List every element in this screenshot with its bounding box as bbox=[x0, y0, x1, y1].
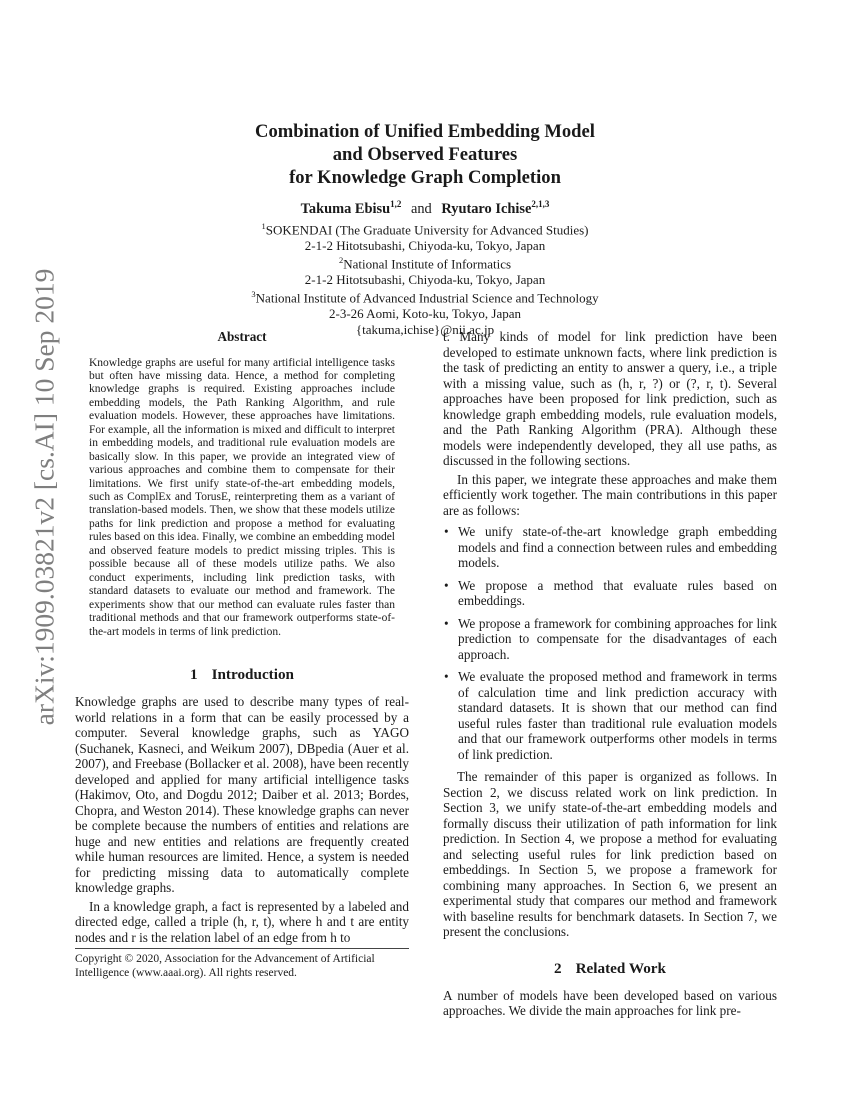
author-list bbox=[0, 196, 850, 218]
abstract-text: Knowledge graphs are useful for many artificial intelligence tasks but often have missing data. Hence, a method for completing knowledge graphs is required. Existing approaches include embedding models, the Path Ranking Algorithm, and rule evaluation models. However, these approaches have limitations. For example, all the information is mixed and difficult to interpret in embedding models, and traditional rule evaluation models are basically slow. In this paper, we provide an integrated view of various approaches and combine them to compensate for their limitations. We first unify state-of-the-art embedding models, such as ComplEx and TorusE, reinterpreting them as a variant of translation-based models. Then, we show that these models utilize paths for link prediction and propose a method for evaluating rules based on this idea. Finally, we combine an embedding model and observed feature models to predict missing triples. This is possible because all of these models utilize paths. We also conduct experiments, including link prediction tasks, with standard datasets to evaluate our method and framework. The experiments show that our method can evaluate rules faster than traditional methods and that our framework outperforms state-of-the-art models in terms of link prediction. bbox=[89, 356, 395, 638]
abstract-heading: Abstract bbox=[217, 329, 267, 344]
left-column bbox=[75, 329, 409, 945]
copyright-notice: Copyright © 2020, Association for the Advancement of Artificial Intelligence (www.aaai.org). All rights reserved. bbox=[75, 948, 409, 980]
affiliation-line: 2-1-2 Hitotsubashi, Chiyoda-ku, Tokyo, Japan bbox=[304, 271, 546, 287]
paper-title bbox=[0, 120, 850, 189]
contribution-list bbox=[443, 524, 777, 762]
affiliation-line: 2-3-26 Aomi, Koto-ku, Tokyo, Japan bbox=[328, 306, 522, 322]
affiliation-line: $^2$National Institute of Informatics bbox=[338, 255, 512, 272]
right-column bbox=[443, 329, 777, 1019]
section-number: 1 bbox=[189, 666, 198, 684]
title-line: Combination of Unified Embedding Model bbox=[255, 121, 595, 142]
title-line: for Knowledge Graph Completion bbox=[289, 167, 561, 188]
affiliation-email: {takuma,ichise}@nii.ac.jp bbox=[355, 321, 495, 337]
affiliation-line: $^3$National Institute of Advanced Industrial Science and Technology bbox=[251, 289, 599, 306]
paragraph: A number of models have been developed based on various approaches. We divide the main approaches for link pre- bbox=[443, 987, 777, 1018]
author-sup: 2,1,3 bbox=[531, 199, 550, 209]
arxiv-stamp: arXiv:1909.03821v2 [cs.AI] 10 Sep 2019 bbox=[28, 268, 59, 726]
author-name: Takuma Ebisu bbox=[300, 200, 391, 217]
list-item: • We propose a framework for combining approaches for link prediction to compensate for the disadvantages of each approach. bbox=[443, 616, 777, 663]
section-title: Introduction bbox=[211, 666, 295, 684]
author-sup: 1,2 bbox=[390, 199, 402, 209]
affiliations bbox=[0, 219, 850, 337]
section-heading bbox=[443, 960, 777, 977]
author-name: Ryutaro Ichise bbox=[441, 200, 532, 217]
list-item: • We propose a method that evaluate rules based on embeddings. bbox=[443, 578, 777, 609]
paper-header bbox=[0, 120, 850, 337]
affiliation-line: $^1$SOKENDAI (The Graduate University for Advanced Studies) bbox=[261, 220, 589, 238]
title-line: and Observed Features bbox=[332, 144, 518, 165]
paragraph: In a knowledge graph, a fact is represented by a labeled and directed edge, called a triple (h, r, t), where h and t are entity nodes and r is the relation label of an edge from h to bbox=[75, 898, 409, 945]
paragraph: In this paper, we integrate these approaches and make them efficiently work together. The main contributions in this paper are as follows: bbox=[443, 471, 777, 518]
paragraph: The remainder of this paper is organized as follows. In Section 2, we discuss related work on link prediction. In Section 3, we unify state-of-the-art embedding models and formally discuss their utilization of path information for link prediction. In Section 4, we propose a method for evaluating and selecting useful rules for link prediction based on embeddings. In Section 5, we propose a framework for combining many approaches. In Section 6, we present an experimental study that compares our method and framework with baseline results for benchmark datasets. In Section 7, we present the conclusions. bbox=[443, 769, 777, 939]
paragraph: t. Many kinds of model for link prediction have been developed to estimate unknown facts, where link prediction is the task of predicting an entity to answer a query, i.e., a triple with a missing value, such as (h, r, ?) or (?, r, t). Several approaches have been proposed for link prediction, such as knowledge graph embedding models, rule evaluation models, and the Path Ranking Algorithm (PRA). Although these models were independently developed, they all use paths, as discussed in the following sections. bbox=[443, 329, 777, 468]
section-number: 2 bbox=[553, 959, 562, 977]
paragraph: Knowledge graphs are used to describe many types of real-world relations in a form that can be easily processed by a computer. Several knowledge graphs, such as YAGO (Suchanek, Kasneci, and Weikum 2007), DBpedia (Auer et al. 2007), and Freebase (Bollacker et al. 2008), have been recently developed and applied for many artificial intelligence tasks (Hakimov, Oto, and Dogdu 2012; Daiber et al. 2013; Bordes, Chopra, and Weston 2014). These knowledge graphs can never be complete because the numbers of entities and relations are huge and new entities and relations are frequently created while human resources are limited. Hence, a system is needed for predicting missing data to automatically complete knowledge graphs. bbox=[75, 694, 409, 896]
section-title: Related Work bbox=[575, 959, 666, 977]
list-item: • We unify state-of-the-art knowledge graph embedding models and find a connection between rules and embedding models. bbox=[443, 524, 777, 571]
list-item: • We evaluate the proposed method and framework in terms of calculation time and link prediction accuracy with standard datasets. It is shown that our method can find useful rules faster than traditional rule evaluation models and that our framework outperforms other models in terms of link prediction. bbox=[443, 669, 777, 762]
author-and: and bbox=[410, 200, 432, 217]
affiliation-line: 2-1-2 Hitotsubashi, Chiyoda-ku, Tokyo, Japan bbox=[304, 237, 546, 253]
section-heading bbox=[75, 666, 409, 683]
